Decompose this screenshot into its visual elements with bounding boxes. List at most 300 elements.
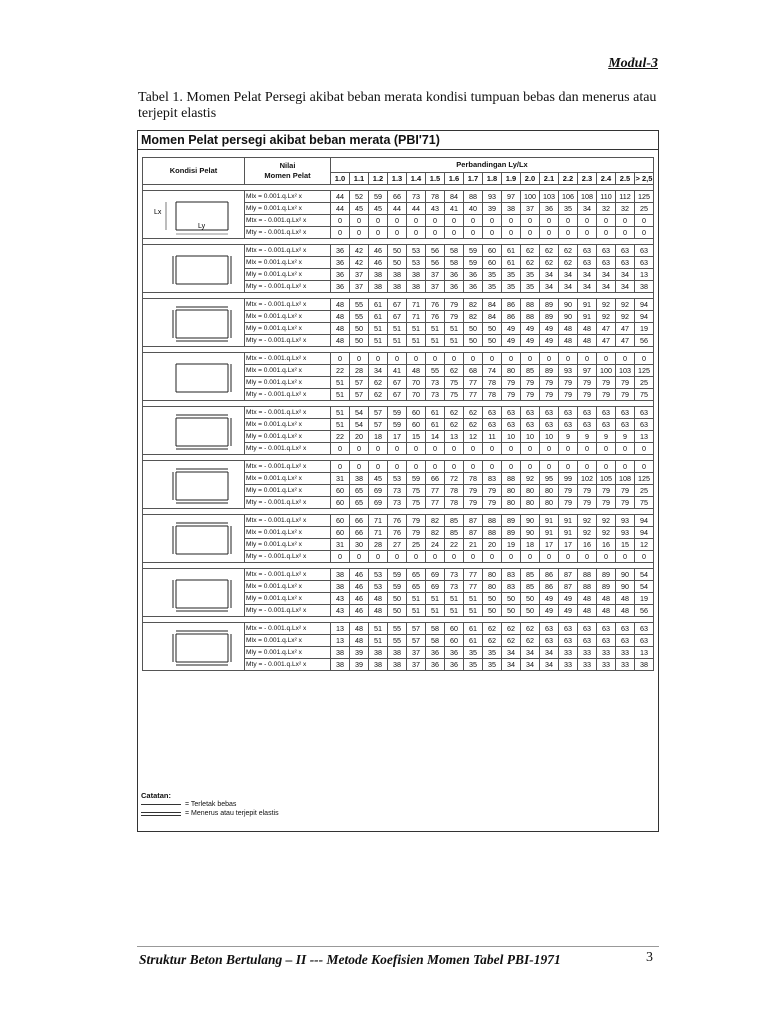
- value-cell: 83: [502, 581, 521, 593]
- value-cell: 0: [635, 461, 654, 473]
- value-cell: 12: [635, 539, 654, 551]
- value-cell: 36: [540, 203, 559, 215]
- value-cell: 77: [464, 569, 483, 581]
- value-cell: 62: [521, 245, 540, 257]
- value-cell: 13: [635, 647, 654, 659]
- value-cell: 38: [331, 569, 350, 581]
- moment-label: Mly = 0.001.q.Lx² x: [245, 377, 331, 389]
- value-cell: 57: [369, 419, 388, 431]
- value-cell: 0: [597, 227, 616, 239]
- value-cell: 49: [521, 323, 540, 335]
- value-cell: 65: [407, 581, 426, 593]
- value-cell: 0: [559, 443, 578, 455]
- value-cell: 63: [559, 419, 578, 431]
- value-cell: 63: [578, 407, 597, 419]
- value-cell: 66: [388, 191, 407, 203]
- value-cell: 125: [635, 191, 654, 203]
- value-cell: 53: [407, 257, 426, 269]
- value-cell: 34: [559, 269, 578, 281]
- plate-diagram-icon: [146, 410, 242, 452]
- value-cell: 48: [597, 593, 616, 605]
- value-cell: 0: [407, 215, 426, 227]
- value-cell: 76: [426, 299, 445, 311]
- value-cell: 60: [331, 515, 350, 527]
- value-cell: 86: [502, 311, 521, 323]
- value-cell: 62: [464, 407, 483, 419]
- value-cell: 63: [597, 245, 616, 257]
- value-cell: 34: [616, 281, 635, 293]
- notes: [141, 791, 279, 818]
- value-cell: 62: [445, 419, 464, 431]
- value-cell: 75: [635, 389, 654, 401]
- value-cell: 105: [597, 473, 616, 485]
- value-cell: 79: [578, 485, 597, 497]
- value-cell: 0: [616, 443, 635, 455]
- module-header: Modul-3: [608, 56, 658, 71]
- moment-label: Mly = 0.001.q.Lx² x: [245, 593, 331, 605]
- moment-label: Mlx = 0.001.q.Lx² x: [245, 635, 331, 647]
- value-cell: 82: [464, 311, 483, 323]
- value-cell: 0: [464, 227, 483, 239]
- value-cell: 0: [369, 443, 388, 455]
- value-cell: 51: [445, 593, 464, 605]
- value-cell: 48: [597, 605, 616, 617]
- value-cell: 62: [559, 257, 578, 269]
- value-cell: 63: [616, 635, 635, 647]
- value-cell: 66: [426, 473, 445, 485]
- value-cell: 63: [540, 419, 559, 431]
- value-cell: 88: [483, 515, 502, 527]
- value-cell: 82: [426, 527, 445, 539]
- value-cell: 54: [350, 407, 369, 419]
- value-cell: 71: [369, 515, 388, 527]
- value-cell: 61: [369, 311, 388, 323]
- value-cell: 62: [540, 257, 559, 269]
- value-cell: 51: [407, 593, 426, 605]
- value-cell: 49: [559, 593, 578, 605]
- value-cell: 94: [635, 527, 654, 539]
- value-cell: 78: [445, 485, 464, 497]
- value-cell: 36: [331, 245, 350, 257]
- value-cell: 46: [350, 593, 369, 605]
- value-cell: 48: [578, 335, 597, 347]
- table-row: [143, 353, 654, 365]
- value-cell: 47: [597, 323, 616, 335]
- value-cell: 35: [502, 281, 521, 293]
- value-cell: 62: [369, 377, 388, 389]
- value-cell: 67: [388, 311, 407, 323]
- value-cell: 84: [483, 299, 502, 311]
- value-cell: 38: [350, 473, 369, 485]
- value-cell: 0: [540, 353, 559, 365]
- value-cell: 57: [369, 407, 388, 419]
- value-cell: 48: [331, 311, 350, 323]
- value-cell: 36: [331, 257, 350, 269]
- value-cell: 0: [369, 227, 388, 239]
- value-cell: 91: [578, 311, 597, 323]
- value-cell: 63: [502, 407, 521, 419]
- value-cell: 79: [407, 527, 426, 539]
- value-cell: 93: [483, 191, 502, 203]
- value-cell: 76: [426, 311, 445, 323]
- value-cell: 62: [445, 407, 464, 419]
- value-cell: 79: [445, 299, 464, 311]
- value-cell: 38: [369, 281, 388, 293]
- value-cell: 65: [350, 485, 369, 497]
- value-cell: 39: [483, 203, 502, 215]
- value-cell: 63: [616, 245, 635, 257]
- double-line-icon: [141, 812, 181, 816]
- table-row: [143, 623, 654, 635]
- moment-label: Mtx = - 0.001.q.Lx² x: [245, 407, 331, 419]
- value-cell: 88: [502, 473, 521, 485]
- value-cell: 78: [464, 473, 483, 485]
- value-cell: 38: [407, 269, 426, 281]
- value-cell: 37: [426, 269, 445, 281]
- notes-title: Catatan:: [141, 791, 172, 800]
- value-cell: 25: [407, 539, 426, 551]
- value-cell: 31: [331, 539, 350, 551]
- value-cell: 34: [369, 365, 388, 377]
- ratio-cell: 2.5: [616, 173, 635, 185]
- value-cell: 77: [464, 581, 483, 593]
- moment-label: Mlx = 0.001.q.Lx² x: [245, 191, 331, 203]
- value-cell: 36: [331, 269, 350, 281]
- value-cell: 37: [350, 281, 369, 293]
- value-cell: 0: [388, 443, 407, 455]
- dimension-label: Ly: [197, 222, 205, 230]
- value-cell: 0: [635, 215, 654, 227]
- value-cell: 50: [464, 335, 483, 347]
- value-cell: 72: [445, 473, 464, 485]
- value-cell: 66: [350, 527, 369, 539]
- ratio-cell: 2.1: [540, 173, 559, 185]
- table-caption: Tabel 1. Momen Pelat Persegi akibat beban merata kondisi tumpuan bebas dan menerus atau terjepit elastis: [138, 90, 657, 121]
- value-cell: 63: [597, 257, 616, 269]
- value-cell: 0: [521, 215, 540, 227]
- value-cell: 25: [635, 203, 654, 215]
- value-cell: 125: [635, 365, 654, 377]
- value-cell: 110: [597, 191, 616, 203]
- value-cell: 0: [559, 461, 578, 473]
- value-cell: 36: [426, 647, 445, 659]
- value-cell: 92: [597, 311, 616, 323]
- value-cell: 63: [616, 407, 635, 419]
- value-cell: 55: [388, 635, 407, 647]
- value-cell: 50: [388, 593, 407, 605]
- value-cell: 79: [540, 389, 559, 401]
- value-cell: 62: [521, 635, 540, 647]
- value-cell: 0: [331, 353, 350, 365]
- value-cell: 51: [331, 389, 350, 401]
- value-cell: 75: [445, 389, 464, 401]
- ratio-cell: > 2,5: [635, 173, 653, 183]
- value-cell: 0: [407, 353, 426, 365]
- value-cell: 51: [388, 335, 407, 347]
- moment-label: Mly = 0.001.q.Lx² x: [245, 431, 331, 443]
- ratio-cell: 2.2: [559, 173, 578, 185]
- value-cell: 59: [407, 473, 426, 485]
- value-cell: 51: [369, 623, 388, 635]
- ratio-cell: 1.6: [445, 173, 464, 185]
- ratio-cell: 2.0: [521, 173, 540, 185]
- value-cell: 24: [426, 539, 445, 551]
- value-cell: 48: [369, 605, 388, 617]
- moment-label: Mtx = - 0.001.q.Lx² x: [245, 515, 331, 527]
- value-cell: 60: [445, 623, 464, 635]
- table-row: [143, 569, 654, 581]
- value-cell: 0: [635, 443, 654, 455]
- value-cell: 31: [331, 473, 350, 485]
- value-cell: 50: [483, 605, 502, 617]
- value-cell: 51: [407, 335, 426, 347]
- value-cell: 0: [426, 551, 445, 563]
- value-cell: 38: [635, 281, 654, 293]
- value-cell: 48: [350, 623, 369, 635]
- value-cell: 90: [616, 581, 635, 593]
- value-cell: 75: [445, 377, 464, 389]
- value-cell: 63: [540, 407, 559, 419]
- value-cell: 0: [559, 353, 578, 365]
- value-cell: 100: [521, 191, 540, 203]
- value-cell: 0: [464, 461, 483, 473]
- value-cell: 88: [521, 311, 540, 323]
- value-cell: 38: [388, 659, 407, 671]
- value-cell: 36: [445, 647, 464, 659]
- value-cell: 76: [388, 527, 407, 539]
- value-cell: 55: [388, 623, 407, 635]
- moment-label: Mtx = - 0.001.q.Lx² x: [245, 245, 331, 257]
- value-cell: 95: [540, 473, 559, 485]
- value-cell: 108: [616, 473, 635, 485]
- value-cell: 84: [483, 311, 502, 323]
- value-cell: 36: [464, 281, 483, 293]
- moment-label: Mtx = - 0.001.q.Lx² x: [245, 353, 331, 365]
- value-cell: 42: [350, 257, 369, 269]
- value-cell: 87: [464, 515, 483, 527]
- value-cell: 56: [635, 605, 654, 617]
- value-cell: 36: [445, 281, 464, 293]
- value-cell: 0: [559, 551, 578, 563]
- value-cell: 79: [578, 389, 597, 401]
- ratio-cell: 1.7: [464, 173, 483, 185]
- ratio-cell: 1.2: [369, 173, 388, 185]
- value-cell: 63: [578, 245, 597, 257]
- value-cell: 59: [464, 257, 483, 269]
- value-cell: 54: [635, 569, 654, 581]
- value-cell: 48: [616, 605, 635, 617]
- moment-label: Mtx = - 0.001.q.Lx² x: [245, 623, 331, 635]
- value-cell: 85: [521, 365, 540, 377]
- header-momen: [245, 158, 331, 185]
- value-cell: 63: [616, 257, 635, 269]
- value-cell: 0: [407, 551, 426, 563]
- moment-table-frame: [137, 130, 659, 832]
- value-cell: 47: [597, 335, 616, 347]
- value-cell: 34: [502, 647, 521, 659]
- value-cell: 79: [483, 497, 502, 509]
- value-cell: 63: [521, 419, 540, 431]
- value-cell: 0: [597, 461, 616, 473]
- value-cell: 53: [369, 581, 388, 593]
- value-cell: 0: [331, 215, 350, 227]
- value-cell: 0: [445, 215, 464, 227]
- value-cell: 60: [331, 527, 350, 539]
- value-cell: 0: [521, 353, 540, 365]
- value-cell: 79: [616, 485, 635, 497]
- value-cell: 0: [502, 551, 521, 563]
- value-cell: 59: [388, 581, 407, 593]
- value-cell: 0: [521, 551, 540, 563]
- value-cell: 28: [350, 365, 369, 377]
- header-ratio: Perbandingan Ly/Lx: [331, 158, 654, 173]
- value-cell: 12: [464, 431, 483, 443]
- condition-cell: [143, 515, 245, 563]
- value-cell: 37: [407, 659, 426, 671]
- value-cell: 60: [331, 497, 350, 509]
- value-cell: 62: [540, 245, 559, 257]
- value-cell: 89: [540, 365, 559, 377]
- value-cell: 37: [521, 203, 540, 215]
- value-cell: 84: [445, 191, 464, 203]
- value-cell: 10: [540, 431, 559, 443]
- value-cell: 69: [426, 569, 445, 581]
- value-cell: 63: [559, 635, 578, 647]
- value-cell: 63: [635, 419, 654, 431]
- value-cell: 0: [540, 227, 559, 239]
- value-cell: 0: [388, 461, 407, 473]
- value-cell: 0: [331, 551, 350, 563]
- moment-label: Mly = 0.001.q.Lx² x: [245, 203, 331, 215]
- plate-diagram-icon: [146, 194, 242, 236]
- value-cell: 0: [502, 461, 521, 473]
- value-cell: 63: [521, 407, 540, 419]
- value-cell: 79: [559, 497, 578, 509]
- ratio-cell: 1.0: [331, 173, 350, 185]
- value-cell: 108: [578, 191, 597, 203]
- value-cell: 0: [388, 551, 407, 563]
- value-cell: 50: [388, 257, 407, 269]
- value-cell: 62: [521, 623, 540, 635]
- value-cell: 0: [578, 215, 597, 227]
- value-cell: 0: [578, 353, 597, 365]
- value-cell: 63: [502, 419, 521, 431]
- value-cell: 53: [407, 245, 426, 257]
- value-cell: 87: [559, 581, 578, 593]
- value-cell: 82: [464, 299, 483, 311]
- value-cell: 48: [559, 335, 578, 347]
- value-cell: 13: [635, 269, 654, 281]
- value-cell: 51: [426, 605, 445, 617]
- value-cell: 46: [369, 245, 388, 257]
- value-cell: 63: [597, 407, 616, 419]
- value-cell: 83: [483, 473, 502, 485]
- value-cell: 80: [483, 581, 502, 593]
- value-cell: 89: [540, 311, 559, 323]
- value-cell: 48: [331, 335, 350, 347]
- value-cell: 79: [616, 497, 635, 509]
- value-cell: 38: [369, 659, 388, 671]
- header-condition: Kondisi Pelat: [143, 158, 245, 185]
- value-cell: 77: [426, 485, 445, 497]
- moment-label: Mly = 0.001.q.Lx² x: [245, 323, 331, 335]
- value-cell: 0: [445, 461, 464, 473]
- value-cell: 75: [407, 497, 426, 509]
- value-cell: 0: [369, 461, 388, 473]
- value-cell: 0: [350, 353, 369, 365]
- table-title: Momen Pelat persegi akibat beban merata (PBI'71): [138, 131, 658, 150]
- value-cell: 73: [426, 377, 445, 389]
- value-cell: 91: [559, 515, 578, 527]
- value-cell: 48: [331, 323, 350, 335]
- value-cell: 0: [521, 443, 540, 455]
- value-cell: 0: [388, 227, 407, 239]
- value-cell: 63: [483, 407, 502, 419]
- value-cell: 53: [369, 569, 388, 581]
- value-cell: 38: [331, 581, 350, 593]
- value-cell: 38: [369, 647, 388, 659]
- moment-label: Mlx = 0.001.q.Lx² x: [245, 311, 331, 323]
- value-cell: 63: [578, 257, 597, 269]
- value-cell: 77: [426, 497, 445, 509]
- value-cell: 20: [483, 539, 502, 551]
- value-cell: 88: [578, 581, 597, 593]
- value-cell: 0: [578, 551, 597, 563]
- ratio-cell: 2.3: [578, 173, 597, 185]
- value-cell: 16: [578, 539, 597, 551]
- value-cell: 79: [597, 389, 616, 401]
- value-cell: 51: [426, 593, 445, 605]
- moment-label: Mlx = 0.001.q.Lx² x: [245, 581, 331, 593]
- value-cell: 0: [445, 551, 464, 563]
- value-cell: 35: [483, 281, 502, 293]
- value-cell: 51: [407, 605, 426, 617]
- value-cell: 42: [350, 245, 369, 257]
- value-cell: 34: [540, 269, 559, 281]
- value-cell: 63: [635, 245, 654, 257]
- value-cell: 0: [445, 443, 464, 455]
- legend-continuous-text: = Menerus atau terjepit elastis: [185, 810, 279, 817]
- value-cell: 79: [559, 389, 578, 401]
- value-cell: 63: [540, 635, 559, 647]
- value-cell: 35: [502, 269, 521, 281]
- value-cell: 94: [635, 299, 654, 311]
- value-cell: 62: [445, 365, 464, 377]
- value-cell: 0: [407, 227, 426, 239]
- value-cell: 51: [369, 323, 388, 335]
- value-cell: 13: [331, 635, 350, 647]
- value-cell: 45: [369, 203, 388, 215]
- condition-cell: [143, 353, 245, 401]
- table-row: [143, 407, 654, 419]
- value-cell: 56: [426, 245, 445, 257]
- value-cell: 51: [426, 323, 445, 335]
- page-number: 3: [646, 950, 653, 965]
- value-cell: 0: [502, 215, 521, 227]
- value-cell: 79: [464, 497, 483, 509]
- value-cell: 63: [635, 257, 654, 269]
- value-cell: 61: [464, 635, 483, 647]
- value-cell: 62: [521, 257, 540, 269]
- header-nilai-text: Nilai: [279, 161, 296, 170]
- value-cell: 13: [635, 431, 654, 443]
- value-cell: 34: [540, 281, 559, 293]
- value-cell: 48: [407, 365, 426, 377]
- value-cell: 0: [483, 227, 502, 239]
- value-cell: 0: [445, 227, 464, 239]
- value-cell: 0: [426, 353, 445, 365]
- value-cell: 19: [635, 323, 654, 335]
